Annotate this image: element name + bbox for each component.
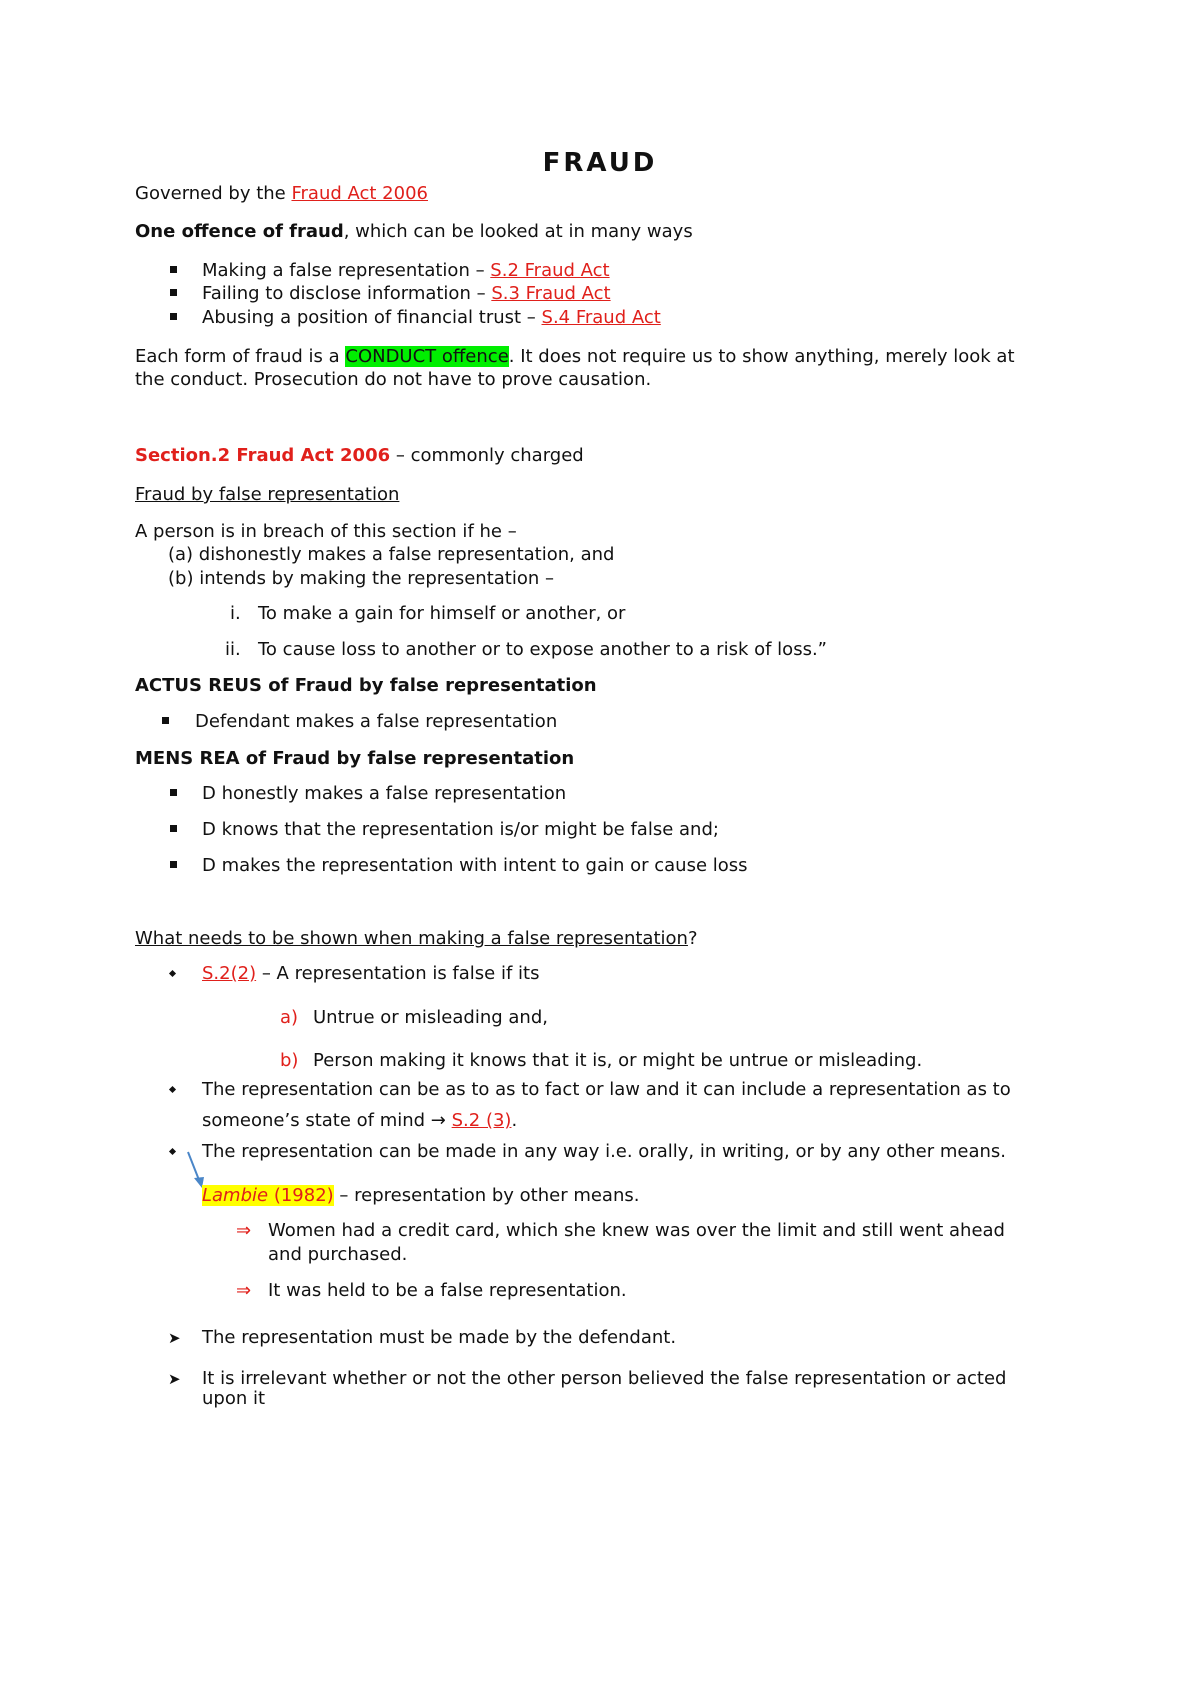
section2-item-i: To make a gain for himself or another, or	[258, 603, 626, 624]
way-text: Failing to disclose information –	[202, 283, 492, 304]
case-year: (1982)	[268, 1185, 334, 1206]
fact-law-suffix: .	[511, 1110, 518, 1131]
case-point-1-line-2: and purchased.	[268, 1244, 408, 1265]
case-point-2: It was held to be a false representation.	[268, 1280, 627, 1301]
arrowhead-bullet-icon: ➤	[168, 1370, 181, 1388]
diamond-bullet-icon	[169, 1086, 176, 1093]
square-bullet-icon	[170, 289, 177, 296]
s22-line	[202, 962, 539, 986]
one-offence-rest: , which can be looked at in many ways	[343, 221, 693, 242]
question-mark: ?	[687, 928, 698, 949]
final-point-2-line-2: upon it	[202, 1388, 266, 1409]
case-rest: – representation by other means.	[333, 1185, 640, 1206]
square-bullet-icon	[170, 789, 177, 796]
section2-heading-line	[135, 444, 584, 468]
item-b-text: Person making it knows that it is, or might be untrue or misleading.	[313, 1050, 923, 1071]
s3-fraud-act-link[interactable]: S.3 Fraud Act	[491, 283, 611, 304]
s22-rest: – A representation is false if its	[256, 963, 540, 984]
conduct-line-1	[135, 345, 1015, 369]
mens-rea-heading: MENS REA of Fraud by false representation	[135, 748, 575, 769]
case-point-1-line-1: Women had a credit card, which she knew was over the limit and still went ahead	[268, 1220, 1005, 1241]
square-bullet-icon	[170, 266, 177, 273]
right-arrow-icon: →	[430, 1110, 446, 1131]
way-item-s3	[202, 282, 611, 306]
section2-intro: A person is in breach of this section if he –	[135, 521, 517, 542]
governed-prefix: Governed by the	[135, 183, 292, 204]
square-bullet-icon	[170, 861, 177, 868]
section2-item-a: (a) dishonestly makes a false representation, and	[168, 544, 615, 565]
section2-item-ii-num: ii.	[225, 639, 241, 660]
fact-law-prefix: someone’s state of mind	[202, 1110, 431, 1131]
way-item-s2	[202, 259, 610, 283]
way-text: Making a false representation –	[202, 260, 491, 281]
case-name: Lambie	[202, 1185, 269, 1206]
diamond-bullet-icon	[169, 1148, 176, 1155]
arrowhead-bullet-icon: ➤	[168, 1329, 181, 1347]
actus-reus-heading: ACTUS REUS of Fraud by false representation	[135, 675, 597, 696]
section2-item-i-num: i.	[230, 603, 241, 624]
item-a-label: a)	[280, 1007, 299, 1028]
section2-item-b: (b) intends by making the representation –	[168, 568, 555, 589]
section2-subheading: Fraud by false representation	[135, 484, 400, 505]
item-b-label: b)	[280, 1050, 299, 1071]
double-arrow-icon: ⇒	[236, 1220, 252, 1241]
item-a-text: Untrue or misleading and,	[313, 1007, 548, 1028]
square-bullet-icon	[162, 717, 169, 724]
case-line	[202, 1184, 639, 1208]
governed-line	[135, 182, 428, 206]
square-bullet-icon	[170, 313, 177, 320]
what-needs-question-line	[135, 927, 698, 951]
mens-rea-item: D honestly makes a false representation	[202, 783, 567, 804]
fraud-act-link[interactable]: Fraud Act 2006	[291, 183, 428, 204]
fact-law-line-2	[202, 1109, 517, 1133]
double-arrow-icon: ⇒	[236, 1280, 252, 1301]
conduct-offence-highlight: CONDUCT offence	[345, 346, 509, 367]
fact-law-line-1: The representation can be as to as to fact or law and it can include a representation as to	[202, 1079, 1011, 1100]
what-needs-question: What needs to be shown when making a false representation	[135, 928, 688, 949]
any-way-line: The representation can be made in any way i.e. orally, in writing, or by any other means.	[202, 1141, 1007, 1162]
section2-heading: Section.2 Fraud Act 2006	[135, 445, 391, 466]
diamond-bullet-icon	[169, 970, 176, 977]
final-point-1: The representation must be made by the defendant.	[202, 1327, 677, 1348]
conduct-suffix: . It does not require us to show anything, merely look at	[508, 346, 1015, 367]
square-bullet-icon	[170, 825, 177, 832]
s2-fraud-act-link[interactable]: S.2 Fraud Act	[490, 260, 610, 281]
final-point-2-line-1: It is irrelevant whether or not the other person believed the false representation or acted	[202, 1368, 1007, 1389]
mens-rea-item: D knows that the representation is/or might be false and;	[202, 819, 719, 840]
conduct-prefix: Each form of fraud is a	[135, 346, 346, 367]
mens-rea-item: D makes the representation with intent to gain or cause loss	[202, 855, 748, 876]
s4-fraud-act-link[interactable]: S.4 Fraud Act	[541, 307, 661, 328]
one-offence-line	[135, 220, 693, 244]
actus-reus-item: Defendant makes a false representation	[195, 711, 558, 732]
one-offence-bold: One offence of fraud	[135, 221, 344, 242]
way-text: Abusing a position of financial trust –	[202, 307, 542, 328]
section2-item-ii: To cause loss to another or to expose another to a risk of loss.”	[258, 639, 827, 660]
s23-link[interactable]: S.2 (3)	[451, 1110, 512, 1131]
way-item-s4	[202, 306, 661, 330]
s22-link[interactable]: S.2(2)	[202, 963, 257, 984]
section2-heading-rest: – commonly charged	[390, 445, 584, 466]
conduct-line-2: the conduct. Prosecution do not have to prove causation.	[135, 369, 652, 390]
page-title: FRAUD	[542, 148, 658, 178]
